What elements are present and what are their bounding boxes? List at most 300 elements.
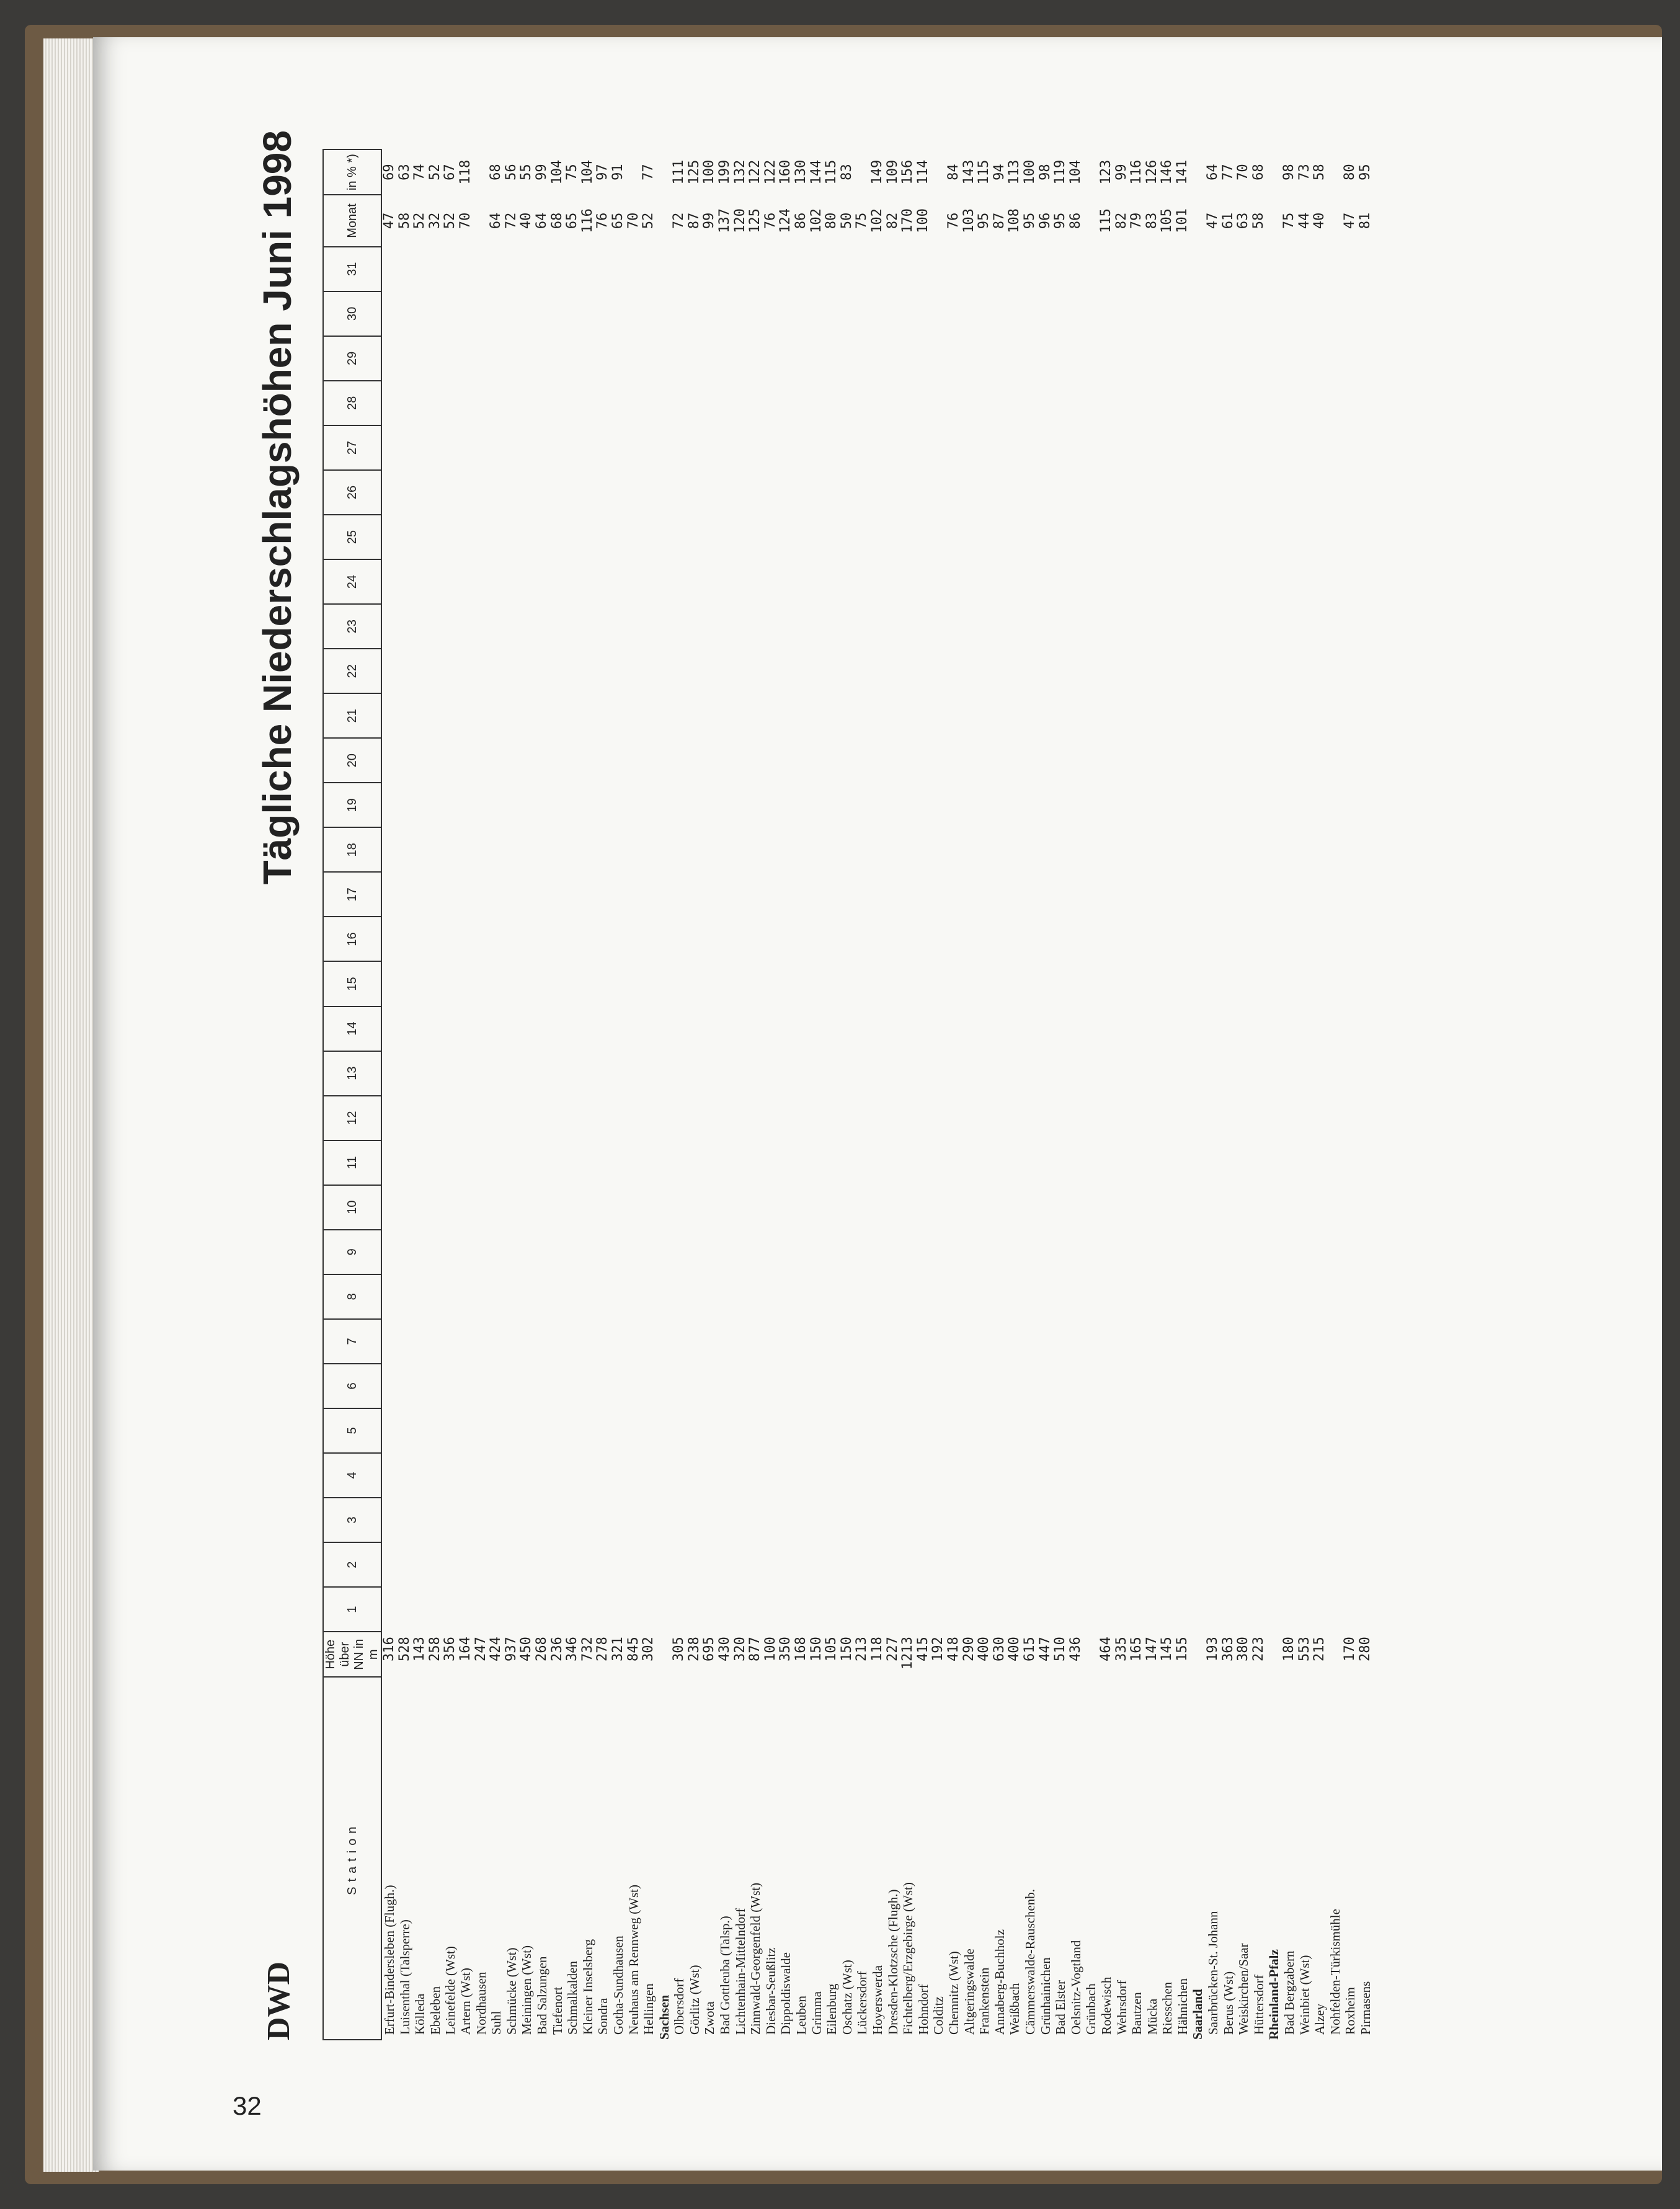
prozent-value: 132	[732, 159, 748, 185]
station-name: Olbersdorf	[672, 1978, 687, 2035]
day-cell	[672, 336, 687, 381]
day-cell	[840, 1587, 855, 1632]
day-cell	[412, 1587, 428, 1632]
day-cell	[535, 1185, 550, 1230]
station-name: Roxheim	[1343, 1987, 1358, 2035]
day-cell	[1206, 1096, 1221, 1140]
day-cell	[886, 1185, 901, 1230]
day-cell	[474, 872, 489, 917]
day-cell	[550, 1096, 566, 1140]
monat-value: 102	[808, 208, 824, 233]
day-cell	[1129, 1140, 1145, 1185]
day-cell	[778, 1408, 794, 1453]
day-cell	[1221, 783, 1237, 827]
day-cell	[870, 827, 886, 872]
monat-value: 81	[1358, 212, 1373, 229]
day-cell	[855, 1274, 870, 1319]
day-cell	[1343, 559, 1358, 604]
day-cell	[1053, 381, 1069, 425]
day-cell	[718, 604, 733, 649]
day-cell	[626, 336, 642, 381]
day-cell	[840, 425, 855, 470]
day-header: 18	[323, 827, 381, 872]
day-cell	[840, 1274, 855, 1319]
day-cell	[977, 470, 992, 515]
day-cell	[1023, 604, 1038, 649]
day-cell	[1099, 336, 1114, 381]
day-cell	[1023, 425, 1038, 470]
day-cell	[1190, 961, 1206, 1006]
table-row	[595, 149, 611, 2040]
day-cell	[381, 1051, 398, 1096]
monat-value: 102	[869, 208, 885, 233]
day-cell	[900, 917, 916, 961]
day-cell	[398, 1498, 413, 1542]
prozent-value: 115	[824, 159, 840, 185]
day-cell	[702, 917, 718, 961]
day-cell	[550, 1185, 566, 1230]
day-cell	[763, 1051, 779, 1096]
day-cell	[855, 1587, 870, 1632]
day-cell	[748, 1408, 763, 1453]
day-cell	[1023, 1364, 1038, 1408]
day-cell	[900, 336, 916, 381]
day-cell	[992, 1498, 1008, 1542]
monat-value: 70	[625, 212, 641, 229]
day-cell	[931, 1096, 946, 1140]
day-cell	[1023, 559, 1038, 604]
day-cell	[657, 1408, 672, 1453]
day-cell	[580, 783, 596, 827]
table-row	[381, 149, 398, 2040]
day-cell	[1358, 783, 1374, 827]
day-cell	[900, 1096, 916, 1140]
day-cell	[992, 738, 1008, 783]
station-hoehe: 268	[533, 1637, 549, 1661]
day-cell	[641, 559, 657, 604]
day-cell	[626, 649, 642, 693]
day-cell	[1038, 649, 1054, 693]
monat-value: 87	[686, 212, 702, 229]
day-cell	[1266, 1096, 1282, 1140]
day-cell	[595, 381, 611, 425]
day-cell	[1328, 1542, 1343, 1587]
day-cell	[428, 247, 443, 291]
day-cell	[535, 649, 550, 693]
day-cell	[962, 247, 977, 291]
day-cell	[1069, 783, 1084, 827]
day-cell	[1069, 738, 1084, 783]
day-cell	[412, 515, 428, 559]
day-cell	[1190, 1453, 1206, 1498]
day-cell	[870, 649, 886, 693]
day-cell	[641, 1274, 657, 1319]
day-cell	[1358, 1230, 1374, 1274]
day-cell	[687, 381, 703, 425]
day-cell	[1053, 693, 1069, 738]
day-cell	[641, 1408, 657, 1453]
day-cell	[474, 1230, 489, 1274]
day-cell	[381, 425, 398, 470]
day-cell	[1129, 1230, 1145, 1274]
day-cell	[916, 247, 931, 291]
day-cell	[565, 381, 580, 425]
day-cell	[1099, 1140, 1114, 1185]
day-cell	[1038, 291, 1054, 336]
day-cell	[458, 1140, 474, 1185]
day-cell	[1251, 425, 1267, 470]
day-cell	[1206, 291, 1221, 336]
station-hoehe: 346	[564, 1637, 580, 1661]
day-cell	[824, 783, 840, 827]
day-cell	[1312, 1274, 1328, 1319]
day-cell	[1251, 336, 1267, 381]
day-cell	[977, 247, 992, 291]
day-cell	[398, 961, 413, 1006]
day-cell	[1114, 693, 1130, 738]
day-cell	[595, 1096, 611, 1140]
day-cell	[1114, 827, 1130, 872]
day-cell	[474, 1453, 489, 1498]
day-cell	[946, 1498, 962, 1542]
day-cell	[519, 1408, 535, 1453]
day-cell	[458, 1096, 474, 1140]
prozent-value: 58	[1312, 164, 1328, 180]
day-cell	[763, 1587, 779, 1632]
day-cell	[1236, 738, 1251, 783]
day-cell	[458, 783, 474, 827]
day-cell	[443, 1408, 458, 1453]
day-cell	[870, 1319, 886, 1364]
day-cell	[1145, 917, 1160, 961]
day-cell	[519, 827, 535, 872]
day-cell	[1328, 693, 1343, 738]
day-cell	[840, 604, 855, 649]
prozent-value: 113	[1007, 159, 1023, 185]
day-cell	[946, 291, 962, 336]
day-cell	[1266, 470, 1282, 515]
day-cell	[992, 693, 1008, 738]
day-cell	[550, 1587, 566, 1632]
day-cell	[489, 1051, 504, 1096]
day-cell	[1114, 738, 1130, 783]
day-cell	[824, 917, 840, 961]
day-cell	[702, 1185, 718, 1230]
station-name: Luisenthal (Talsperre)	[397, 1919, 412, 2035]
day-cell	[794, 1274, 809, 1319]
day-cell	[946, 470, 962, 515]
day-cell	[565, 336, 580, 381]
station-name: Bad Bergzabern	[1282, 1950, 1297, 2035]
day-cell	[870, 1364, 886, 1408]
day-cell	[1007, 336, 1023, 381]
day-cell	[1023, 872, 1038, 917]
day-cell	[458, 515, 474, 559]
day-cell	[778, 1453, 794, 1498]
day-cell	[1114, 1274, 1130, 1319]
day-cell	[931, 1542, 946, 1587]
day-cell	[1190, 1274, 1206, 1319]
station-name: Oschatz (Wst)	[839, 1960, 855, 2035]
day-cell	[687, 604, 703, 649]
day-cell	[1099, 470, 1114, 515]
day-cell	[1358, 1185, 1374, 1230]
day-cell	[535, 1051, 550, 1096]
day-cell	[718, 917, 733, 961]
station-hoehe	[1083, 1632, 1099, 1677]
day-cell	[1129, 381, 1145, 425]
day-cell	[458, 1274, 474, 1319]
day-cell	[1069, 1542, 1084, 1587]
day-cell	[977, 291, 992, 336]
day-cell	[443, 693, 458, 738]
day-cell	[428, 917, 443, 961]
day-cell	[1221, 1542, 1237, 1587]
day-cell	[1114, 872, 1130, 917]
day-cell	[855, 872, 870, 917]
day-cell	[1297, 1408, 1313, 1453]
day-cell	[763, 1007, 779, 1051]
day-cell	[718, 872, 733, 917]
day-cell	[412, 470, 428, 515]
day-cell	[489, 1364, 504, 1408]
day-cell	[1328, 1096, 1343, 1140]
day-cell	[977, 1274, 992, 1319]
day-cell	[1053, 425, 1069, 470]
day-cell	[381, 872, 398, 917]
day-cell	[1083, 381, 1099, 425]
station-name: Frankenstein	[977, 1967, 992, 2035]
day-cell	[1083, 738, 1099, 783]
day-cell	[1282, 559, 1297, 604]
day-cell	[1038, 872, 1054, 917]
day-cell	[733, 827, 749, 872]
day-cell	[1069, 917, 1084, 961]
day-cell	[1282, 1587, 1297, 1632]
day-cell	[565, 291, 580, 336]
day-cell	[778, 1007, 794, 1051]
day-cell	[992, 291, 1008, 336]
day-cell	[962, 1319, 977, 1364]
table-row	[565, 149, 580, 2040]
day-cell	[1221, 381, 1237, 425]
day-cell	[1038, 917, 1054, 961]
day-cell	[733, 1007, 749, 1051]
day-cell	[1129, 559, 1145, 604]
day-cell	[595, 604, 611, 649]
station-hoehe: 164	[457, 1637, 473, 1661]
day-cell	[931, 1051, 946, 1096]
day-cell	[428, 515, 443, 559]
day-cell	[657, 1051, 672, 1096]
prozent-value: 95	[1358, 164, 1373, 180]
day-cell	[946, 1007, 962, 1051]
day-cell	[1038, 1007, 1054, 1051]
day-cell	[1343, 1408, 1358, 1453]
day-cell	[718, 649, 733, 693]
day-cell	[1221, 1230, 1237, 1274]
day-cell	[1007, 1051, 1023, 1096]
day-cell	[1343, 961, 1358, 1006]
day-cell	[565, 1542, 580, 1587]
day-cell	[855, 1408, 870, 1453]
day-cell	[946, 604, 962, 649]
station-hoehe: 258	[427, 1637, 443, 1661]
day-cell	[794, 1542, 809, 1587]
day-cell	[763, 1274, 779, 1319]
day-cell	[1175, 291, 1191, 336]
day-cell	[809, 1007, 825, 1051]
table-row	[886, 149, 901, 2040]
day-cell	[1358, 693, 1374, 738]
day-cell	[916, 515, 931, 559]
day-cell	[428, 559, 443, 604]
day-cell	[855, 1140, 870, 1185]
prozent-value: 74	[412, 164, 428, 180]
day-cell	[1083, 470, 1099, 515]
day-cell	[778, 1587, 794, 1632]
station-hoehe: 165	[1129, 1637, 1145, 1661]
day-cell	[1114, 247, 1130, 291]
day-cell	[992, 1096, 1008, 1140]
day-cell	[535, 470, 550, 515]
day-cell	[611, 1408, 626, 1453]
day-cell	[1083, 1408, 1099, 1453]
day-cell	[733, 1230, 749, 1274]
day-cell	[1007, 1542, 1023, 1587]
day-cell	[428, 1274, 443, 1319]
day-cell	[443, 247, 458, 291]
day-cell	[1053, 961, 1069, 1006]
day-cell	[733, 1364, 749, 1408]
day-cell	[565, 1007, 580, 1051]
day-cell	[1236, 1185, 1251, 1230]
prozent-value: 83	[838, 164, 855, 180]
day-cell	[535, 1453, 550, 1498]
day-cell	[412, 649, 428, 693]
day-header: 15	[323, 961, 381, 1006]
day-cell	[550, 1007, 566, 1051]
day-cell	[1114, 381, 1130, 425]
day-cell	[1114, 1096, 1130, 1140]
table-row	[1038, 149, 1054, 2040]
day-cell	[1328, 917, 1343, 961]
monat-value	[474, 195, 489, 247]
day-cell	[855, 827, 870, 872]
prozent-value	[931, 149, 946, 195]
day-cell	[550, 961, 566, 1006]
day-cell	[992, 470, 1008, 515]
day-cell	[1358, 1274, 1374, 1319]
prozent-value: 55	[518, 164, 535, 180]
station-hoehe: 150	[808, 1637, 824, 1661]
day-cell	[946, 783, 962, 827]
day-cell	[580, 1453, 596, 1498]
day-header: 2	[323, 1542, 381, 1587]
day-cell	[428, 291, 443, 336]
day-cell	[763, 1542, 779, 1587]
day-cell	[1236, 470, 1251, 515]
day-header: 30	[323, 291, 381, 336]
day-cell	[1160, 1542, 1175, 1587]
day-cell	[946, 1274, 962, 1319]
day-cell	[718, 515, 733, 559]
day-cell	[763, 559, 779, 604]
day-cell	[1175, 247, 1191, 291]
day-cell	[1145, 1274, 1160, 1319]
day-cell	[687, 336, 703, 381]
day-cell	[748, 1453, 763, 1498]
day-cell	[641, 470, 657, 515]
day-cell	[565, 872, 580, 917]
station-hoehe: 464	[1098, 1637, 1114, 1661]
day-cell	[687, 1274, 703, 1319]
station-name: Berus (Wst)	[1220, 1971, 1236, 2035]
day-cell	[886, 604, 901, 649]
day-cell	[443, 827, 458, 872]
day-cell	[1007, 1274, 1023, 1319]
station-name: Hähnichen	[1175, 1978, 1190, 2035]
table-row	[778, 149, 794, 2040]
day-cell	[1282, 425, 1297, 470]
day-cell	[778, 1274, 794, 1319]
day-cell	[1099, 1096, 1114, 1140]
day-cell	[1160, 917, 1175, 961]
day-cell	[1297, 1140, 1313, 1185]
monat-value: 99	[701, 212, 718, 229]
day-cell	[718, 470, 733, 515]
day-cell	[1358, 559, 1374, 604]
day-cell	[1099, 917, 1114, 961]
day-cell	[1297, 381, 1313, 425]
day-cell	[611, 1453, 626, 1498]
day-cell	[809, 693, 825, 738]
day-cell	[1297, 738, 1313, 783]
day-cell	[672, 827, 687, 872]
day-cell	[1266, 649, 1282, 693]
day-cell	[1328, 872, 1343, 917]
day-cell	[840, 1453, 855, 1498]
day-cell	[657, 961, 672, 1006]
day-cell	[687, 961, 703, 1006]
day-cell	[1206, 1185, 1221, 1230]
day-cell	[1206, 381, 1221, 425]
day-cell	[931, 604, 946, 649]
day-cell	[535, 336, 550, 381]
day-cell	[1297, 1319, 1313, 1364]
day-cell	[458, 1364, 474, 1408]
day-cell	[672, 961, 687, 1006]
table-row	[977, 149, 992, 2040]
day-cell	[900, 604, 916, 649]
day-cell	[870, 1185, 886, 1230]
monat-value: 58	[1250, 212, 1266, 229]
day-cell	[840, 649, 855, 693]
day-cell	[641, 649, 657, 693]
day-cell	[1053, 649, 1069, 693]
table-row	[1114, 149, 1130, 2040]
day-cell	[794, 1319, 809, 1364]
day-header: 8	[323, 1274, 381, 1319]
day-cell	[1114, 1230, 1130, 1274]
day-cell	[657, 291, 672, 336]
day-cell	[504, 1274, 520, 1319]
day-cell	[565, 1364, 580, 1408]
day-cell	[855, 336, 870, 381]
prozent-value: 77	[1220, 164, 1236, 180]
station-hoehe: 118	[869, 1637, 885, 1661]
day-cell	[519, 1542, 535, 1587]
